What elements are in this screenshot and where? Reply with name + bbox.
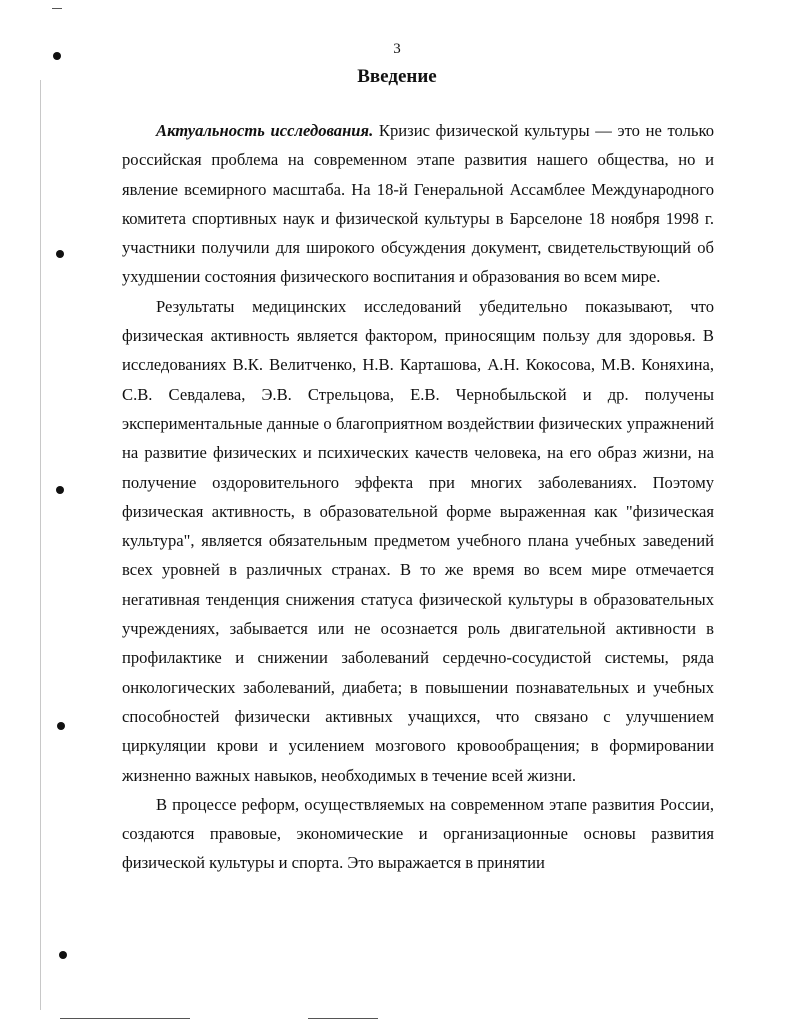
- punch-hole-mark: [57, 722, 65, 730]
- document-body: [122, 116, 714, 878]
- punch-hole-mark: [56, 486, 64, 494]
- scan-edge-tick: [52, 8, 62, 9]
- page-title: Введение: [357, 66, 437, 87]
- punch-hole-mark: [59, 951, 67, 959]
- scan-edge-tick: [60, 1018, 190, 1019]
- page-number: 3: [393, 41, 401, 57]
- punch-hole-mark: [56, 250, 64, 258]
- scan-margin-line: [40, 80, 41, 1010]
- scan-edge-tick: [308, 1018, 378, 1019]
- paragraph-text: Кризис физической культуры — это не только российская проблема на современном этапе развития нашего общества, но и явление всемирного масштаба. На 18-й Генеральной Ассамблее Международного комитета спортивных наук и физической культуры в Барселоне 18 ноября 1998 г. участники получили для широкого обсуждения документ, свидетельствующий об ухудшении состояния физического воспитания и образования во всем мире.: [122, 121, 714, 287]
- paragraph: Результаты медицинских исследований убедительно показывают, что физическая активность является фактором, приносящим пользу для здоровья. В исследованиях В.К. Велитченко, Н.В. Карташова, А.Н. Кокосова, М.В. Коняхина, С.В. Севдалева, Э.В. Стрельцова, Е.В. Чернобыльской и др. получены экспериментальные данные о благоприятном воздействии физических упражнений на развитие физических и психических качеств человека, на его образ жизни, на получение оздоровительного эффекта при многих заболеваниях. Поэтому физическая активность, в образовательной форме выраженная как "физическая культура", является обязательным предметом учебного плана учебных заведений всех уровней в различных странах. В то же время во всем мире отмечается негативная тенденция снижения статуса физической культуры в образовательных учреждениях, забывается или не осознается роль двигательной активности в профилактике и снижении заболеваний сердечно-сосудистой системы, ряда онкологических заболеваний, диабета; в повышении познавательных и учебных способностей физически активных учащихся, что связано с улучшением циркуляции крови и усилением мозгового кровообращения; в формировании жизненно важных навыков, необходимых в течение всей жизни.: [122, 296, 714, 785]
- paragraph: [122, 116, 714, 292]
- paragraph: В процессе реформ, осуществляемых на современном этапе развития России, создаются правовые, экономические и организационные основы развития физической культуры и спорта. Это выражается в принятии: [122, 794, 714, 873]
- paragraph-lead: Актуальность исследования.: [156, 121, 374, 140]
